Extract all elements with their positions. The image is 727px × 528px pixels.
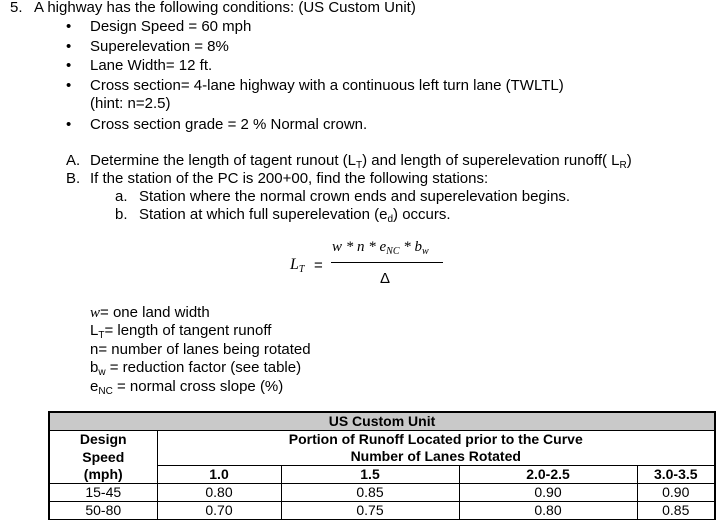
runoff-table bbox=[48, 411, 716, 520]
formula-denominator: Δ bbox=[380, 270, 391, 287]
column-header-3: 2.0-2.5 bbox=[459, 466, 637, 484]
part-a-text: Determine the length of tagent runout $(L_T)$ and length of superelevation runoff( $L_R$) bbox=[90, 152, 632, 171]
condition-hint: (hint: n=2.5) bbox=[90, 95, 171, 112]
table-header-row-2 bbox=[49, 448, 715, 466]
formula-equals: = bbox=[314, 257, 323, 274]
definition-w: w= one land width bbox=[90, 304, 210, 321]
table-row bbox=[49, 502, 715, 520]
table-subtitle: Portion of Runoff Located prior to the Curve bbox=[157, 431, 715, 449]
value-cell: 0.70 bbox=[157, 502, 281, 520]
table-column-header-row bbox=[49, 466, 715, 484]
condition-lane-width: • Lane Width= 12 ft. bbox=[90, 57, 212, 75]
formula-fraction-bar bbox=[331, 262, 443, 263]
condition-design-speed: • Design Speed = 60 mph bbox=[90, 18, 251, 36]
definition-enc: $e_{NC}$ = normal cross slope (%) bbox=[90, 378, 284, 397]
design-label-1: Design bbox=[49, 431, 157, 449]
design-label-2: Speed bbox=[49, 448, 157, 466]
condition-superelevation: • Superelevation = 8% bbox=[90, 38, 229, 56]
formula-lhs: $L_T$ bbox=[290, 256, 305, 275]
speed-cell: 50-80 bbox=[49, 502, 157, 520]
problem-number: 5. bbox=[10, 0, 23, 16]
table-row bbox=[49, 484, 715, 502]
speed-cell: 15-45 bbox=[49, 484, 157, 502]
problem-intro: A highway has the following conditions: (US Custom Unit) bbox=[34, 0, 416, 16]
part-b-item-b-text: Station at which full superelevation $(e_d)$ occurs. bbox=[139, 206, 451, 225]
lanes-header: Number of Lanes Rotated bbox=[157, 448, 715, 466]
definition-n: n= number of lanes being rotated bbox=[90, 341, 311, 358]
value-cell: 0.90 bbox=[459, 484, 637, 502]
definition-bw: $b_w$ = reduction factor (see table) bbox=[90, 359, 302, 378]
value-cell: 0.85 bbox=[637, 502, 715, 520]
value-cell: 0.75 bbox=[281, 502, 459, 520]
part-b-item-a-text: Station where the normal crown ends and superelevation begins. bbox=[139, 188, 571, 205]
condition-cross-slope: • Cross section grade = 2 % Normal crown. bbox=[90, 116, 367, 134]
value-cell: 0.80 bbox=[459, 502, 637, 520]
definition-lt: $L_T=$ length of tangent runoff bbox=[90, 322, 272, 341]
table-title-row bbox=[49, 412, 715, 431]
value-cell: 0.85 bbox=[281, 484, 459, 502]
condition-cross-section: • Cross section= 4-lane highway with a continuous left turn lane (TWLTL) bbox=[90, 77, 564, 95]
part-b-item-a-marker: a. bbox=[115, 188, 128, 205]
table-title: US Custom Unit bbox=[49, 412, 715, 431]
value-cell: 0.80 bbox=[157, 484, 281, 502]
column-header-4: 3.0-3.5 bbox=[637, 466, 715, 484]
column-header-1: 1.0 bbox=[157, 466, 281, 484]
part-a-marker: A. bbox=[66, 152, 81, 169]
column-header-2: 1.5 bbox=[281, 466, 459, 484]
formula-numerator: w * n * $e_{NC} * b_w$ bbox=[332, 239, 429, 257]
part-b-marker: B. bbox=[66, 170, 81, 187]
table-header-row-1 bbox=[49, 431, 715, 449]
part-b-item-b-marker: b. bbox=[115, 206, 128, 223]
design-label-3: (mph) bbox=[49, 466, 157, 484]
value-cell: 0.90 bbox=[637, 484, 715, 502]
part-b-text: If the station of the PC is 200+00, find the following stations: bbox=[90, 170, 489, 187]
